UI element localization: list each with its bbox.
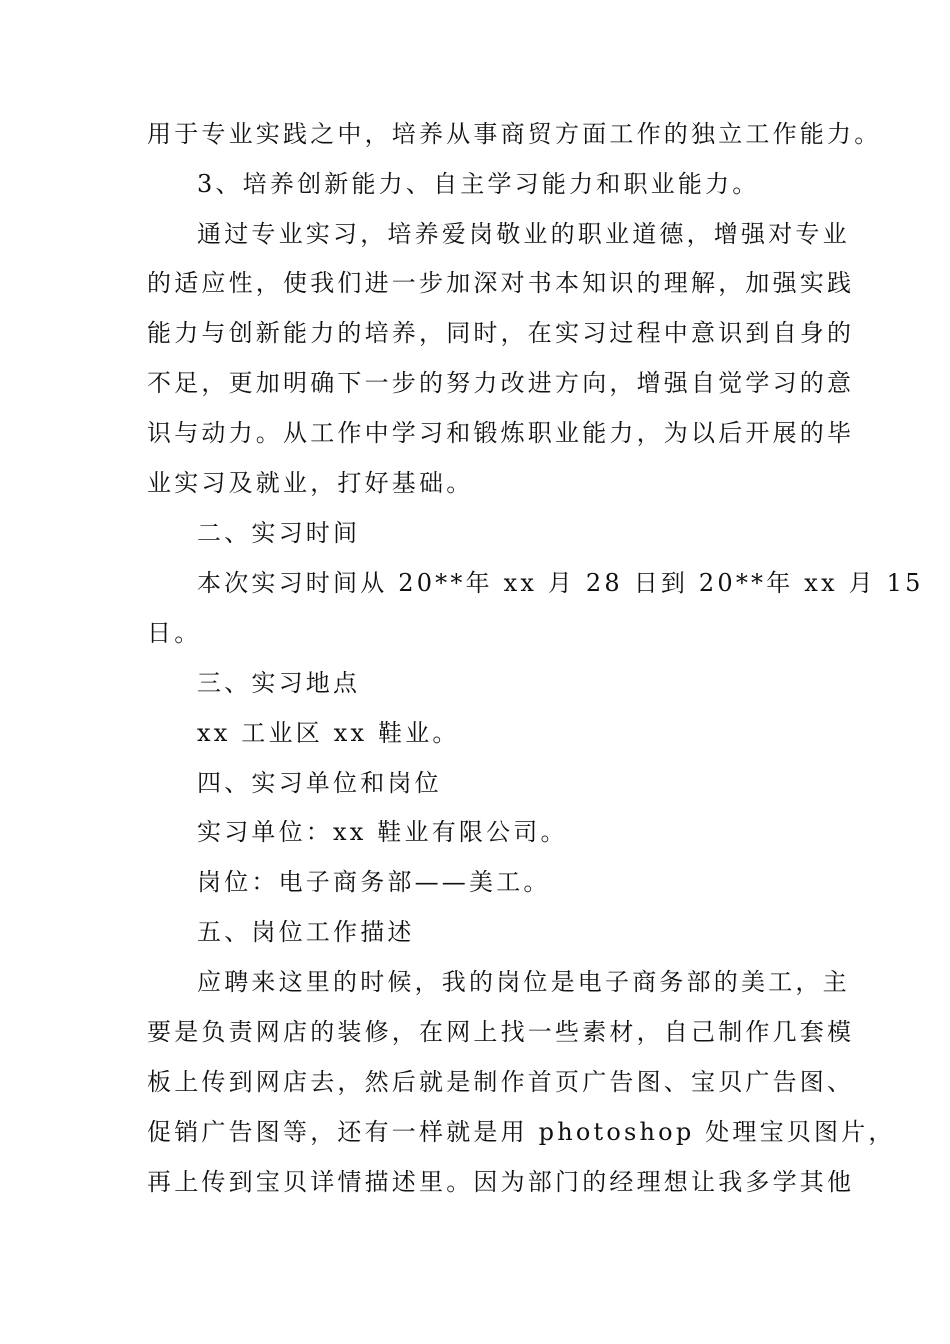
paragraph-line: xx 工业区 xx 鞋业。 bbox=[197, 719, 460, 747]
paragraph-line: 通过专业实习，培养爱岗敬业的职业道德，增强对专业 bbox=[197, 220, 850, 248]
paragraph-line: 板上传到网店去，然后就是制作首页广告图、宝贝广告图、 bbox=[147, 1068, 855, 1096]
section-heading: 二、实习时间 bbox=[197, 519, 361, 547]
paragraph-line: 再上传到宝贝详情描述里。因为部门的经理想让我多学其他 bbox=[147, 1168, 855, 1196]
paragraph-line: 岗位：电子商务部——美工。 bbox=[197, 868, 551, 896]
section-heading: 三、实习地点 bbox=[197, 669, 361, 697]
paragraph-line: 业实习及就业，打好基础。 bbox=[147, 469, 474, 497]
section-heading: 四、实习单位和岗位 bbox=[197, 769, 442, 797]
paragraph-line: 日。 bbox=[147, 619, 202, 647]
paragraph-line: 应聘来这里的时候，我的岗位是电子商务部的美工，主 bbox=[197, 968, 850, 996]
paragraph-line: 要是负责网店的装修，在网上找一些素材，自己制作几套模 bbox=[147, 1018, 855, 1046]
paragraph-line: 实习单位：xx 鞋业有限公司。 bbox=[197, 818, 568, 846]
paragraph-line: 能力与创新能力的培养，同时，在实习过程中意识到自身的 bbox=[147, 319, 855, 347]
paragraph-line: 促销广告图等，还有一样就是用 photoshop 处理宝贝图片， bbox=[147, 1118, 896, 1146]
paragraph-line: 不足，更加明确下一步的努力改进方向，增强自觉学习的意 bbox=[147, 369, 855, 397]
text-line: 3、培养创新能力、自主学习能力和职业能力。 bbox=[197, 170, 760, 198]
paragraph-line: 识与动力。从工作中学习和锻炼职业能力，为以后开展的毕 bbox=[147, 419, 855, 447]
paragraph-line: 本次实习时间从 20**年 xx 月 28 日到 20**年 xx 月 15 bbox=[197, 569, 924, 597]
paragraph-line: 的适应性，使我们进一步加深对书本知识的理解，加强实践 bbox=[147, 269, 855, 297]
section-heading: 五、岗位工作描述 bbox=[197, 918, 415, 946]
text-line: 用于专业实践之中，培养从事商贸方面工作的独立工作能力。 bbox=[147, 120, 882, 148]
